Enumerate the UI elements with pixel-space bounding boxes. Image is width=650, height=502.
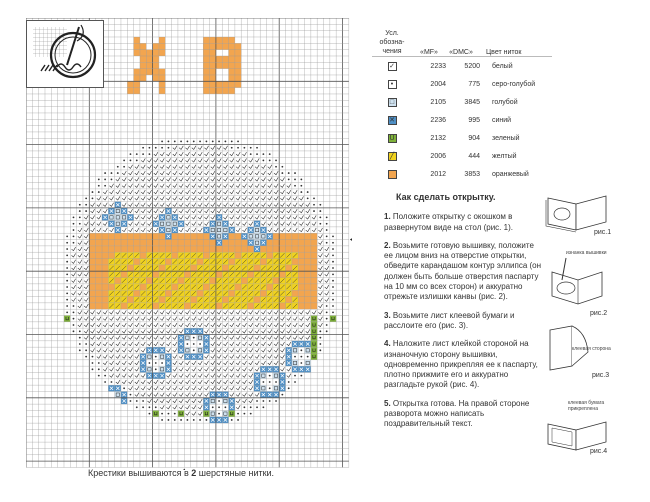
figure-3-note: клеевая сторона <box>572 346 611 352</box>
figure-2-trace-icon <box>542 250 614 308</box>
legend-row <box>372 57 552 75</box>
instruction-step <box>384 241 544 303</box>
legend-name: желтый <box>492 152 517 160</box>
caption-thread-count: 2 <box>191 468 197 478</box>
legend-dmc: 775 <box>468 80 480 88</box>
legend-symbol <box>372 80 412 89</box>
legend-dmc: 3845 <box>464 98 480 106</box>
legend-mf: 2236 <box>430 116 446 124</box>
step-text: Возьмите готовую вышивку, положите ее лицом вниз на отверстие открытки, обведите карандашом контур эллипса (он должен быть больше отверстия паспарту на 10 мм со всех сторон) и аккуратно отрежьте излишки канвы (рис. 2). <box>384 240 542 302</box>
legend-swatch-icon: □ <box>388 98 397 107</box>
instructions <box>384 192 544 438</box>
legend-dmc: 3853 <box>464 170 480 178</box>
step-text: Открытка готова. На правой стороне разворота можно написать поздравительный текст. <box>384 398 530 429</box>
legend-symbol <box>372 134 412 143</box>
legend-header-name: Цвет ниток <box>486 49 522 56</box>
step-number: 2. <box>384 240 391 250</box>
legend-header-mf: «MF» <box>420 49 438 56</box>
legend-mf: 2132 <box>430 134 446 142</box>
legend-name: белый <box>492 62 513 70</box>
legend-row <box>372 147 552 165</box>
legend-dmc: 995 <box>468 116 480 124</box>
instruction-step <box>384 399 544 430</box>
legend-name: зеленый <box>492 134 520 142</box>
instruction-step <box>384 311 544 332</box>
legend-row <box>372 129 552 147</box>
embroidery-hoop-logo-icon <box>26 20 104 88</box>
legend-mf: 2233 <box>430 62 446 70</box>
legend-dmc: 904 <box>468 134 480 142</box>
figure-4-note: клеевая бумага прикреплена <box>568 400 605 412</box>
thread-legend <box>372 24 552 183</box>
figure-2-label: рис.2 <box>590 310 608 317</box>
legend-mf: 2006 <box>430 152 446 160</box>
legend-row <box>372 93 552 111</box>
caption-text-end: шерстяные нитки. <box>196 468 275 478</box>
legend-mf: 2004 <box>430 80 446 88</box>
step-number: 1. <box>384 212 391 222</box>
legend-row <box>372 75 552 93</box>
step-text: Возьмите лист клеевой бумаги и расслоите его (рис. 3). <box>384 310 515 330</box>
legend-name: голубой <box>492 98 518 106</box>
legend-name: синий <box>492 116 512 124</box>
legend-swatch-icon: U <box>389 134 395 142</box>
instruction-step <box>384 212 544 233</box>
legend-mf: 2105 <box>430 98 446 106</box>
legend-dmc: 5200 <box>464 62 480 70</box>
instruction-step <box>384 339 544 390</box>
step-text: Наложите лист клейкой стороной на изнаночную сторону вышивки, одновременно прикрепляя ее к паспарту, плотно прижмите его и аккуратно разгладьте рукой (рис. 4). <box>384 339 538 390</box>
legend-symbol <box>372 116 412 125</box>
figure-3-label: рис.3 <box>592 372 610 379</box>
figure-1-label: рис.1 <box>594 229 612 236</box>
legend-symbol <box>372 98 412 107</box>
step-text: Положите открытку с окошком в развернутом виде на стол (рис. 1). <box>384 212 513 232</box>
legend-swatch-icon: ✓ <box>389 62 395 70</box>
step-number: 5. <box>384 398 391 408</box>
figure-2-note: изнанка вышивки <box>566 250 607 256</box>
legend-row <box>372 165 552 183</box>
legend-swatch-icon: • <box>388 80 397 89</box>
legend-symbol <box>372 170 412 179</box>
legend-symbol <box>372 152 412 161</box>
legend-name: оранжевый <box>492 170 529 178</box>
step-number: 3. <box>384 310 391 320</box>
legend-dmc: 444 <box>468 152 480 160</box>
caption-text: Крестики вышиваются в <box>88 468 192 478</box>
legend-symbol <box>372 62 412 71</box>
legend-mf: 2012 <box>430 170 446 178</box>
legend-name: серо-голубой <box>492 80 536 88</box>
legend-swatch-icon: ╱ <box>388 152 397 161</box>
legend-swatch-icon: ✕ <box>389 116 395 124</box>
instructions-title: Как сделать открытку. <box>396 192 496 202</box>
figure-4-label: рис.4 <box>590 448 608 455</box>
step-number: 4. <box>384 339 391 349</box>
legend-header-symbol: Усл. обозна-чения <box>379 30 405 55</box>
legend-header-dmc: «DMC» <box>449 49 473 56</box>
chart-caption <box>88 468 274 478</box>
legend-row <box>372 111 552 129</box>
legend-header <box>372 24 552 57</box>
legend-swatch-icon <box>388 170 397 179</box>
